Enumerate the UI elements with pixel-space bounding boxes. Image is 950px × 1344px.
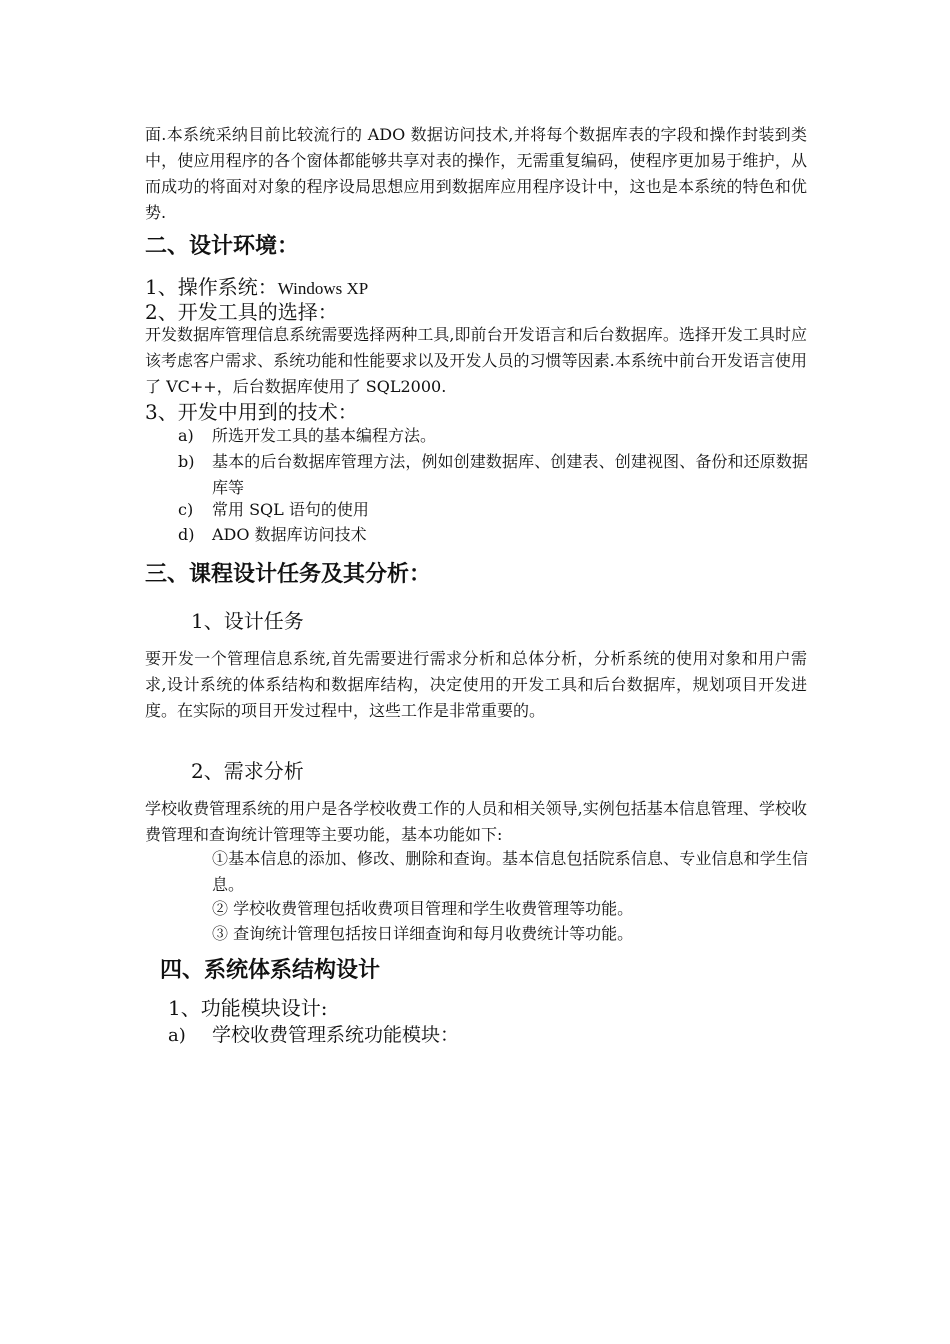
- list-marker: d): [178, 525, 195, 544]
- list-marker: a): [168, 1025, 186, 1046]
- design-task-paragraph: 要开发一个管理信息系统,首先需要进行需求分析和总体分析，分析系统的使用对象和用户需求,设计系统的体系结构和数据库结构，决定使用的开发工具和后台数据库，规划项目开发进度。在实际的项目开发过程中，这些工作是非常重要的。: [145, 649, 807, 720]
- tech-list-item: [178, 522, 808, 548]
- requirements-paragraph: 学校收费管理系统的用户是各学校收费工作的人员和相关领导,实例包括基本信息管理、学校收费管理和查询统计管理等主要功能，基本功能如下:: [145, 799, 807, 844]
- function-module-heading: 1、功能模块设计:: [168, 996, 328, 1020]
- os-label: 1、操作系统：: [145, 275, 278, 299]
- function-module-item: [168, 1021, 808, 1049]
- section-heading-architecture: 四、系统体系结构设计: [160, 958, 381, 983]
- tech-list-item: [178, 423, 808, 449]
- list-marker: b): [178, 452, 195, 471]
- technologies-heading: 3、开发中用到的技术：: [145, 400, 358, 424]
- requirements-heading: 2、需求分析: [191, 759, 304, 783]
- requirement-item: ③ 查询统计管理包括按日详细查询和每月收费统计等功能。: [212, 924, 634, 943]
- requirement-item: ①基本信息的添加、修改、删除和查询。基本信息包括院系信息、专业信息和学生信息。: [212, 849, 808, 894]
- intro-paragraph: 面.本系统采纳目前比较流行的 ADO 数据访问技术,并将每个数据库表的字段和操作封装到类中，使应用程序的各个窗体都能够共享对表的操作，无需重复编码，使程序更加易于维护，从而成功的将面对对象的程序设局思想应用到数据库应用程序设计中，这也是本系统的特色和优势.: [145, 125, 807, 222]
- list-item-text: 基本的后台数据库管理方法，例如创建数据库、创建表、创建视图、备份和还原数据库等: [212, 452, 808, 497]
- list-marker: c): [178, 500, 194, 519]
- list-item-text: 所选开发工具的基本编程方法。: [212, 426, 437, 445]
- dev-tools-paragraph: 开发数据库管理信息系统需要选择两种工具,即前台开发语言和后台数据库。选择开发工具时应该考虑客户需求、系统功能和性能要求以及开发人员的习惯等因素.本系统中前台开发语言使用了 VC++，后台数据库使用了 SQL2000.: [145, 325, 807, 396]
- os-line: [145, 274, 368, 302]
- section-heading-design-environment: 二、设计环境：: [145, 234, 300, 259]
- os-value: Windows XP: [277, 279, 369, 298]
- list-item-text: ADO 数据库访问技术: [212, 525, 367, 544]
- list-item-text: 学校收费管理系统功能模块：: [212, 1024, 460, 1046]
- requirement-item: ② 学校收费管理包括收费项目管理和学生收费管理等功能。: [212, 899, 634, 918]
- dev-tools-heading: 2、开发工具的选择：: [145, 300, 338, 324]
- section-heading-task-analysis: 三、课程设计任务及其分析：: [145, 562, 432, 587]
- list-marker: a): [178, 426, 194, 445]
- design-task-heading: 1、设计任务: [191, 609, 304, 633]
- list-item-text: 常用 SQL 语句的使用: [212, 500, 369, 519]
- tech-list-item: [178, 497, 808, 523]
- tech-list-item: [178, 449, 808, 501]
